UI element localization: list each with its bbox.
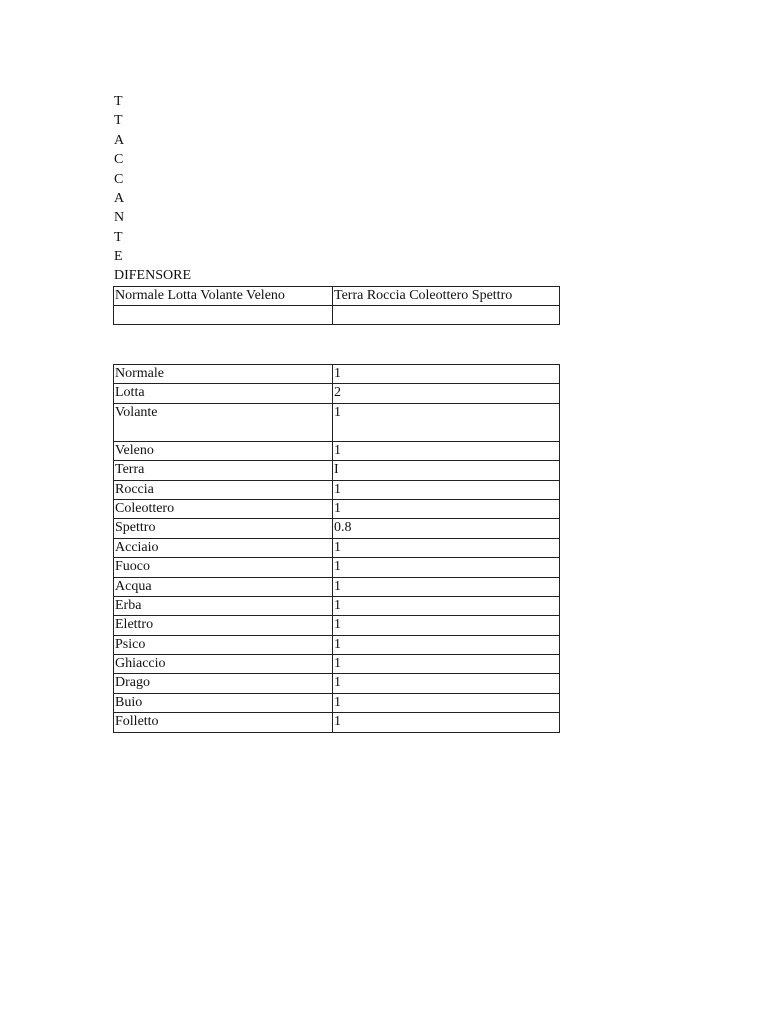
attacker-letter: C — [114, 171, 124, 187]
table-row — [114, 519, 560, 538]
table-cell — [114, 306, 333, 325]
type-name-cell: Ghiaccio — [114, 655, 333, 674]
table-row — [114, 365, 560, 384]
defender-types-table — [113, 286, 560, 325]
table-row — [114, 461, 560, 480]
table-row — [114, 674, 560, 693]
type-name-cell: Elettro — [114, 616, 333, 635]
type-name-cell: Normale — [114, 365, 333, 384]
table-row — [114, 558, 560, 577]
type-name-cell: Lotta — [114, 384, 333, 403]
type-value-cell: 1 — [333, 596, 560, 615]
table-row — [114, 577, 560, 596]
type-name-cell: Psico — [114, 635, 333, 654]
type-value-cell: 1 — [333, 403, 560, 441]
type-name-cell: Drago — [114, 674, 333, 693]
table-row — [114, 713, 560, 732]
attacker-letter: T — [114, 229, 123, 245]
attacker-letter: T — [114, 113, 123, 129]
type-value-cell: 1 — [333, 674, 560, 693]
type-value-cell: 1 — [333, 693, 560, 712]
table-row — [114, 441, 560, 460]
type-value-cell: 1 — [333, 577, 560, 596]
type-value-cell: 1 — [333, 655, 560, 674]
type-value-cell: 1 — [333, 480, 560, 499]
table-row — [114, 306, 560, 325]
type-name-cell: Acciaio — [114, 538, 333, 557]
type-value-cell: 1 — [333, 441, 560, 460]
table-row — [114, 596, 560, 615]
type-name-cell: Roccia — [114, 480, 333, 499]
type-name-cell: Veleno — [114, 441, 333, 460]
table-row — [114, 499, 560, 518]
attacker-letter: C — [114, 152, 124, 168]
table-cell: Normale Lotta Volante Veleno — [114, 287, 333, 306]
attacker-letter: T — [114, 94, 123, 109]
type-value-cell: 1 — [333, 558, 560, 577]
table-row — [114, 693, 560, 712]
table-cell: Terra Roccia Coleottero Spettro — [333, 287, 560, 306]
table-row — [114, 635, 560, 654]
type-value-cell: 1 — [333, 499, 560, 518]
type-name-cell: Fuoco — [114, 558, 333, 577]
type-name-cell: Volante — [114, 403, 333, 441]
defender-label: DIFENSORE — [114, 268, 192, 283]
type-value-cell: 1 — [333, 713, 560, 732]
type-name-cell: Folletto — [114, 713, 333, 732]
type-value-cell: I — [333, 461, 560, 480]
type-name-cell: Buio — [114, 693, 333, 712]
type-value-cell: 1 — [333, 365, 560, 384]
type-value-cell: 0.8 — [333, 519, 560, 538]
attacker-letter: A — [114, 132, 125, 148]
attacker-letter: A — [114, 190, 125, 206]
type-name-cell: Coleottero — [114, 499, 333, 518]
type-name-cell: Erba — [114, 596, 333, 615]
type-value-cell: 1 — [333, 635, 560, 654]
table-row — [114, 616, 560, 635]
attacker-vertical-label — [114, 92, 124, 267]
attacker-letter: N — [114, 210, 125, 226]
table-row — [114, 480, 560, 499]
table-cell — [333, 306, 560, 325]
table-row — [114, 287, 560, 306]
type-effectiveness-table — [113, 364, 560, 733]
type-value-cell: 1 — [333, 616, 560, 635]
attacker-letter: E — [114, 249, 123, 265]
type-value-cell: 2 — [333, 384, 560, 403]
type-name-cell: Terra — [114, 461, 333, 480]
table-row — [114, 538, 560, 557]
table-row — [114, 403, 560, 441]
table-row — [114, 384, 560, 403]
type-name-cell: Acqua — [114, 577, 333, 596]
type-value-cell: 1 — [333, 538, 560, 557]
type-name-cell: Spettro — [114, 519, 333, 538]
table-row — [114, 655, 560, 674]
